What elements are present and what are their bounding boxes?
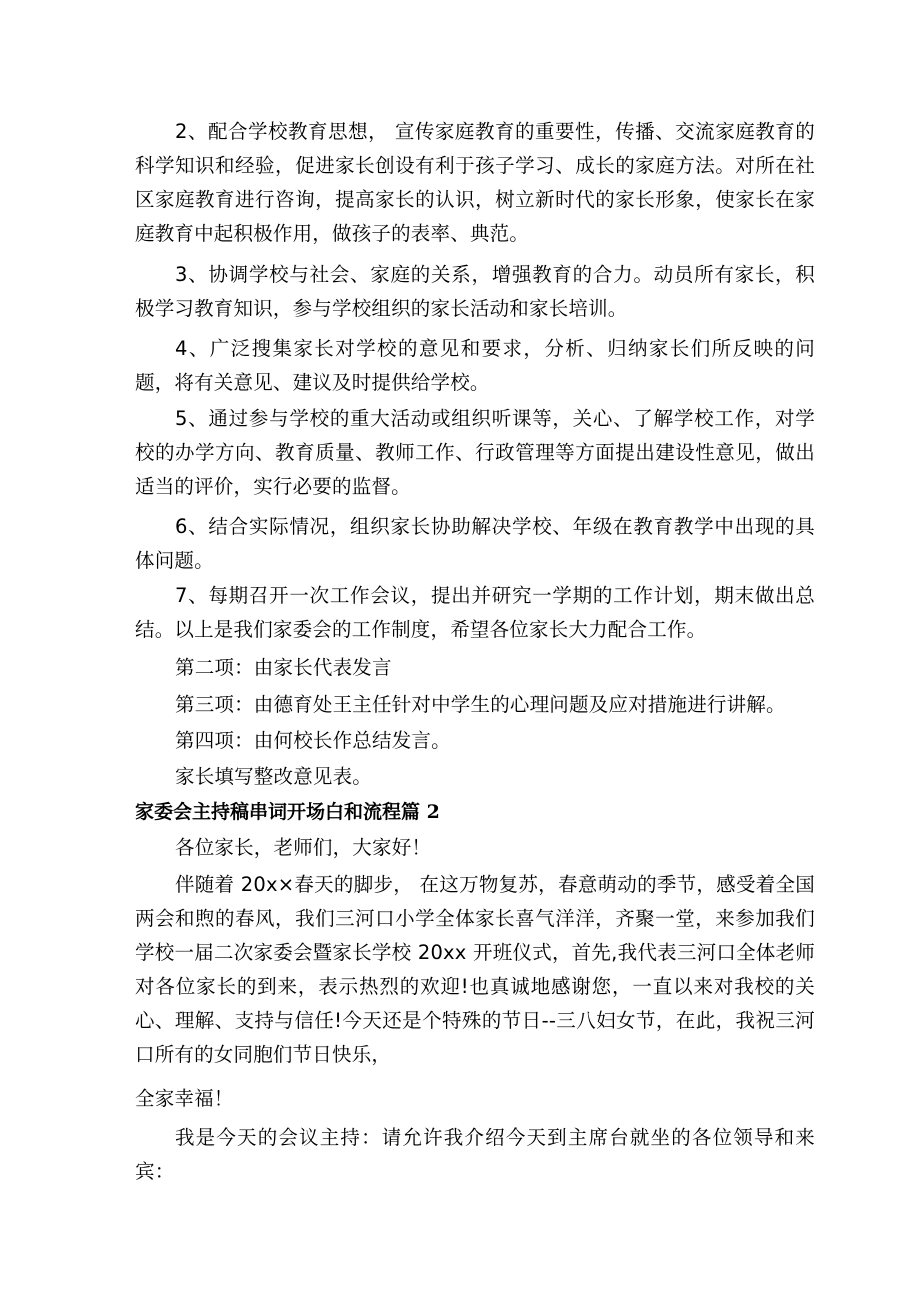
- paragraph-item-5: 5、通过参与学校的重大活动或组织听课等，关心、了解学校工作，对学校的办学方向、教育质量、教师工作、行政管理等方面提出建设性意见，做出适当的评价，实行必要的监督。: [135, 407, 815, 498]
- paragraph-item-4: 4、广泛搜集家长对学校的意见和要求，分析、归纳家长们所反映的问题，将有关意见、建议及时提供给学校。: [135, 337, 815, 394]
- host-intro-paragraph: 我是今天的会议主持：请允许我介绍今天到主席台就坐的各位领导和来宾：: [135, 1126, 815, 1183]
- opening-paragraph: 伴随着 20x×春天的脚步， 在这万物复苏，春意萌动的季节，感受着全国两会和煦的春风，我们三河口小学全体家长喜气洋洋，齐聚一堂，来参加我们学校一届二次家委会暨家长学校 20xx 开班仪式，首先,我代表三河口全体老师对各位家长的到来，表示热烈的欢迎!也真诚地感谢您，一直以来对我校的关心、理解、支持与信任!今天还是个特殊的节日--三八妇女节，在此，我祝三河口所有的女同胞们节日快乐，: [135, 873, 815, 1066]
- blessing-line: 全家幸福！: [135, 1087, 234, 1110]
- section-heading: 家委会主持稿串词开场白和流程篇 2: [135, 801, 440, 823]
- agenda-item-3: 第三项：由德育处王主任针对中学生的心理问题及应对措施进行讲解。: [175, 693, 786, 716]
- paragraph-item-6: 6、结合实际情况，组织家长协助解决学校、年级在教育教学中出现的具体问题。: [135, 515, 815, 572]
- greeting-paragraph: 各位家长，老师们，大家好！: [175, 836, 432, 859]
- agenda-item-4: 第四项：由何校长作总结发言。: [175, 729, 451, 752]
- agenda-item-2: 第二项：由家长代表发言: [175, 656, 392, 679]
- paragraph-item-3: 3、协调学校与社会、家庭的关系，增强教育的合力。动员所有家长，积极学习教育知识，参与学校组织的家长活动和家长培训。: [135, 263, 815, 320]
- paragraph-item-2: 2、配合学校教育思想， 宣传家庭教育的重要性，传播、交流家庭教育的科学知识和经验，促进家长创设有利于孩子学习、成长的家庭方法。对所在社区家庭教育进行咨询，提高家长的认识，树立新时代的家长形象，使家长在家庭教育中起积极作用，做孩子的表率、典范。: [135, 120, 815, 245]
- paragraph-item-7: 7、每期召开一次工作会议，提出并研究一学期的工作计划，期末做出总结。以上是我们家委会的工作制度，希望各位家长大力配合工作。: [135, 584, 815, 641]
- agenda-note: 家长填写整改意见表。: [175, 765, 373, 788]
